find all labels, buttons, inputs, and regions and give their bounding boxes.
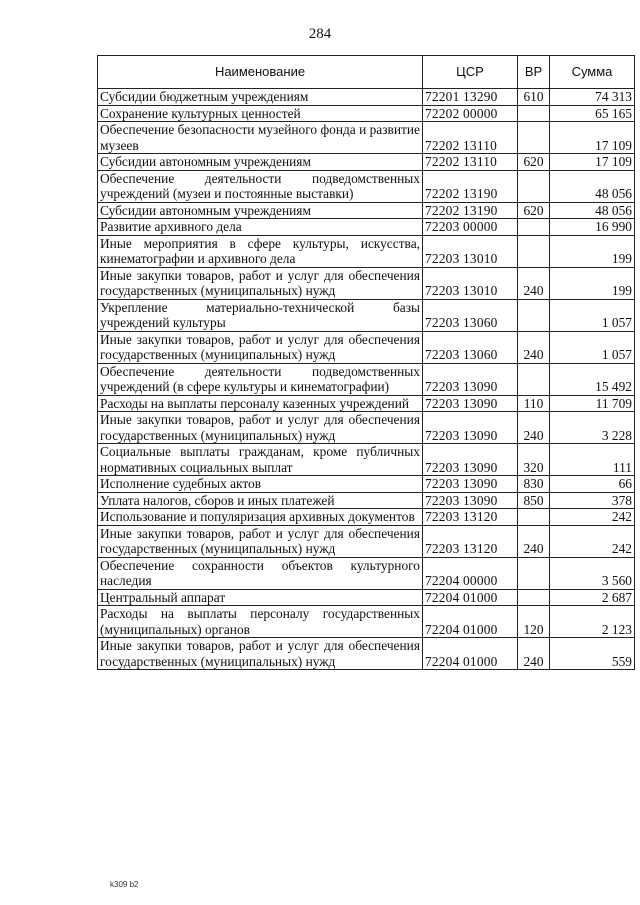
row-name: Иные закупки товаров, работ и услуг для обеспечения государственных (муниципальных) нужд — [98, 267, 423, 299]
row-vr: 240 — [518, 638, 550, 670]
table-row — [98, 606, 635, 638]
row-vr — [518, 219, 550, 236]
row-name: Обеспечение деятельности подведомственных учреждений (в сфере культуры и кинематографии) — [98, 363, 423, 395]
row-sum: 2 687 — [550, 589, 635, 606]
row-csr: 72202 00000 — [423, 105, 518, 122]
table-header-row — [98, 56, 635, 89]
row-name: Обеспечение безопасности музейного фонда и развитие музеев — [98, 122, 423, 154]
table-row — [98, 395, 635, 412]
row-sum: 17 109 — [550, 122, 635, 154]
row-vr: 320 — [518, 444, 550, 476]
row-name: Субсидии бюджетным учреждениям — [98, 89, 423, 106]
table-row — [98, 509, 635, 526]
row-csr: 72203 13090 — [423, 412, 518, 444]
row-name: Развитие архивного дела — [98, 219, 423, 236]
row-vr: 110 — [518, 395, 550, 412]
row-sum: 16 990 — [550, 219, 635, 236]
row-vr: 620 — [518, 154, 550, 171]
row-vr: 240 — [518, 412, 550, 444]
row-sum: 15 492 — [550, 363, 635, 395]
row-sum: 65 165 — [550, 105, 635, 122]
row-name: Иные мероприятия в сфере культуры, искусства, кинематографии и архивного дела — [98, 235, 423, 267]
row-csr: 72204 01000 — [423, 606, 518, 638]
row-sum: 1 057 — [550, 331, 635, 363]
row-csr: 72203 13090 — [423, 444, 518, 476]
row-vr — [518, 122, 550, 154]
row-name: Иные закупки товаров, работ и услуг для обеспечения государственных (муниципальных) нужд — [98, 638, 423, 670]
row-name: Обеспечение сохранности объектов культурного наследия — [98, 557, 423, 589]
table-row — [98, 202, 635, 219]
row-vr: 610 — [518, 89, 550, 106]
table-row — [98, 219, 635, 236]
row-sum: 111 — [550, 444, 635, 476]
header-name: Наименование — [98, 56, 423, 89]
table-row — [98, 331, 635, 363]
row-sum: 66 — [550, 476, 635, 493]
table-row — [98, 589, 635, 606]
row-name: Расходы на выплаты персоналу государственных (муниципальных) органов — [98, 606, 423, 638]
row-sum: 48 056 — [550, 170, 635, 202]
table-row — [98, 122, 635, 154]
table-row — [98, 557, 635, 589]
table-row — [98, 105, 635, 122]
table-row — [98, 492, 635, 509]
row-sum: 17 109 — [550, 154, 635, 171]
row-csr: 72203 13120 — [423, 525, 518, 557]
table-row — [98, 525, 635, 557]
row-vr: 240 — [518, 525, 550, 557]
row-sum: 2 123 — [550, 606, 635, 638]
row-name: Уплата налогов, сборов и иных платежей — [98, 492, 423, 509]
row-name: Исполнение судебных актов — [98, 476, 423, 493]
row-csr: 72201 13290 — [423, 89, 518, 106]
row-vr: 830 — [518, 476, 550, 493]
row-vr: 240 — [518, 267, 550, 299]
row-name: Обеспечение деятельности подведомственных учреждений (музеи и постоянные выставки) — [98, 170, 423, 202]
row-csr: 72203 00000 — [423, 219, 518, 236]
row-csr: 72203 13010 — [423, 267, 518, 299]
row-sum: 559 — [550, 638, 635, 670]
row-csr: 72203 13090 — [423, 492, 518, 509]
row-sum: 3 228 — [550, 412, 635, 444]
footer-code: k309 b2 — [110, 880, 139, 889]
row-csr: 72202 13110 — [423, 154, 518, 171]
header-vr: ВР — [518, 56, 550, 89]
table-row — [98, 267, 635, 299]
row-name: Иные закупки товаров, работ и услуг для обеспечения государственных (муниципальных) нужд — [98, 412, 423, 444]
row-csr: 72203 13090 — [423, 363, 518, 395]
row-sum: 11 709 — [550, 395, 635, 412]
row-vr: 850 — [518, 492, 550, 509]
row-name: Субсидии автономным учреждениям — [98, 154, 423, 171]
row-vr — [518, 105, 550, 122]
table-row — [98, 235, 635, 267]
row-csr: 72203 13090 — [423, 476, 518, 493]
table-row — [98, 444, 635, 476]
row-vr: 620 — [518, 202, 550, 219]
row-vr — [518, 589, 550, 606]
row-csr: 72202 13190 — [423, 202, 518, 219]
table-row — [98, 170, 635, 202]
row-csr: 72202 13110 — [423, 122, 518, 154]
table-row — [98, 299, 635, 331]
row-vr — [518, 235, 550, 267]
row-vr — [518, 299, 550, 331]
row-vr — [518, 509, 550, 526]
row-csr: 72202 13190 — [423, 170, 518, 202]
row-csr: 72203 13060 — [423, 331, 518, 363]
row-sum: 1 057 — [550, 299, 635, 331]
row-vr: 240 — [518, 331, 550, 363]
table-row — [98, 89, 635, 106]
row-csr: 72203 13010 — [423, 235, 518, 267]
row-name: Сохранение культурных ценностей — [98, 105, 423, 122]
row-vr: 120 — [518, 606, 550, 638]
row-name: Иные закупки товаров, работ и услуг для обеспечения государственных (муниципальных) нужд — [98, 525, 423, 557]
row-csr: 72203 13120 — [423, 509, 518, 526]
row-name: Использование и популяризация архивных документов — [98, 509, 423, 526]
row-sum: 378 — [550, 492, 635, 509]
page-number: 284 — [308, 26, 332, 42]
row-sum: 199 — [550, 235, 635, 267]
table-row — [98, 363, 635, 395]
row-csr: 72203 13090 — [423, 395, 518, 412]
row-sum: 3 560 — [550, 557, 635, 589]
table-row — [98, 412, 635, 444]
row-vr — [518, 363, 550, 395]
row-name: Укрепление материально-технической базы учреждений культуры — [98, 299, 423, 331]
row-csr: 72204 01000 — [423, 589, 518, 606]
table-row — [98, 476, 635, 493]
row-vr — [518, 557, 550, 589]
table-row — [98, 638, 635, 670]
row-sum: 242 — [550, 509, 635, 526]
row-name: Расходы на выплаты персоналу казенных учреждений — [98, 395, 423, 412]
row-sum: 242 — [550, 525, 635, 557]
budget-table — [97, 55, 635, 670]
header-csr: ЦСР — [423, 56, 518, 89]
row-sum: 74 313 — [550, 89, 635, 106]
row-sum: 48 056 — [550, 202, 635, 219]
row-name: Иные закупки товаров, работ и услуг для обеспечения государственных (муниципальных) нужд — [98, 331, 423, 363]
row-name: Социальные выплаты гражданам, кроме публичных нормативных социальных выплат — [98, 444, 423, 476]
row-vr — [518, 170, 550, 202]
row-sum: 199 — [550, 267, 635, 299]
row-csr: 72204 00000 — [423, 557, 518, 589]
row-name: Субсидии автономным учреждениям — [98, 202, 423, 219]
header-sum: Сумма — [550, 56, 635, 89]
row-csr: 72204 01000 — [423, 638, 518, 670]
row-csr: 72203 13060 — [423, 299, 518, 331]
table-row — [98, 154, 635, 171]
row-name: Центральный аппарат — [98, 589, 423, 606]
